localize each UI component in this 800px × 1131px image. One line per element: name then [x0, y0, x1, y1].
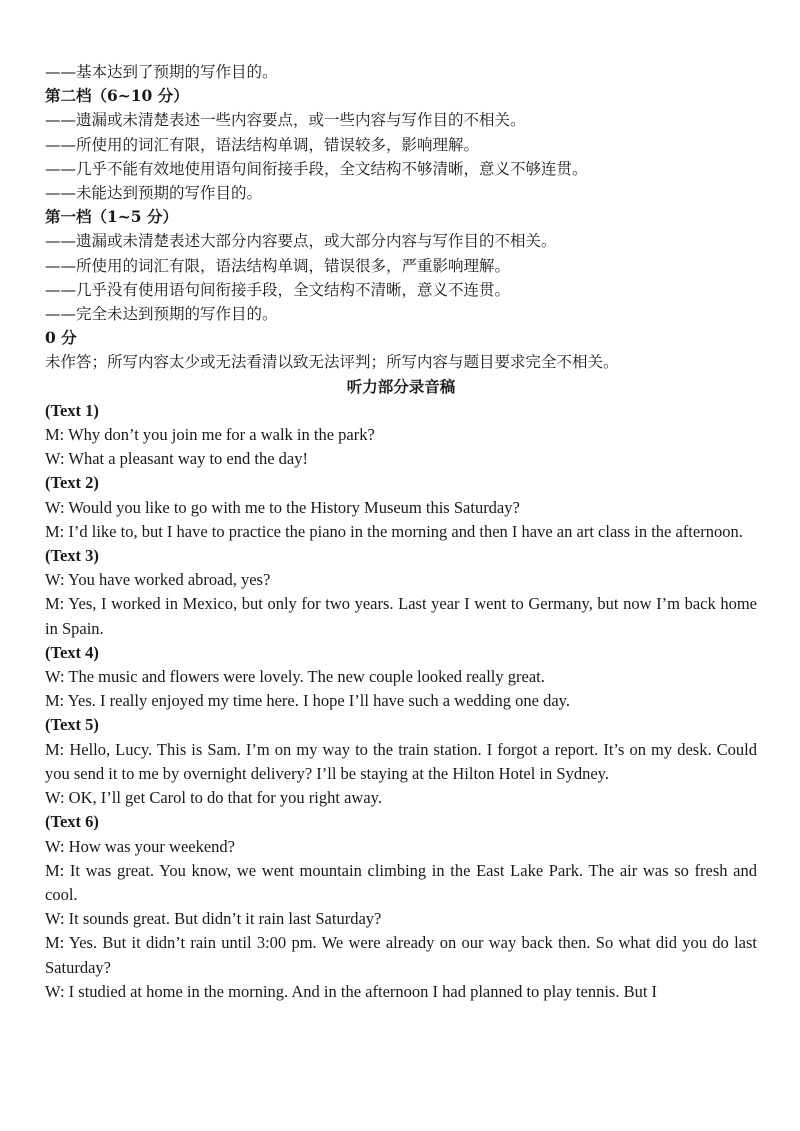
tier1-item: ——遗漏或未清楚表述大部分内容要点，或大部分内容与写作目的不相关。 [45, 232, 557, 251]
dialogue-line: W: It sounds great. But didn’t it rain last Saturday? [45, 909, 382, 929]
dialogue-line: M: Yes. I really enjoyed my time here. I hope I’ll have such a wedding one day. [45, 691, 570, 711]
dialogue-line: W: How was your weekend? [45, 836, 235, 856]
tier1-item: ——所使用的词汇有限，语法结构单调，错误很多，严重影响理解。 [45, 256, 511, 275]
dialogue-line: W: What a pleasant way to end the day! [45, 449, 308, 469]
tier2-item: ——遗漏或未清楚表述一些内容要点，或一些内容与写作目的不相关。 [45, 111, 526, 130]
text-label: (Text 3) [45, 546, 99, 566]
dialogue-line: W: OK, I’ll get Carol to do that for you right away. [45, 788, 382, 808]
tier1-item: ——几乎没有使用语句间衔接手段，全文结构不清晰，意义不连贯。 [45, 280, 511, 299]
tier2-item: ——几乎不能有效地使用语句间衔接手段，全文结构不够清晰，意义不够连贯。 [45, 159, 588, 178]
tier1-heading: 第一档（1~5 分） [45, 207, 178, 227]
text-label: (Text 1) [45, 400, 99, 420]
dialogue-line: W: You have worked abroad, yes? [45, 570, 271, 590]
tier2-item: ——未能达到预期的写作目的。 [45, 184, 263, 203]
tier1-item: ——完全未达到预期的写作目的。 [45, 305, 278, 324]
dialogue-line: M: Yes. But it didn’t rain until 3:00 pm. We were already on our way back then. So what did you do last Saturday? [45, 933, 757, 977]
transcript-title: 听力部分录音稿 [346, 377, 456, 396]
rubric-line: ——基本达到了预期的写作目的。 [45, 63, 278, 81]
document-page [45, 60, 757, 1004]
dialogue-line: M: I’d like to, but I have to practice the piano in the morning and then I have an art class in the afternoon. [45, 521, 743, 541]
dialogue-line: M: Hello, Lucy. This is Sam. I’m on my way to the train station. I forgot a report. It’s on my desk. Could you send it to me by overnight delivery? I’ll be staying at the Hilton Hotel in Sydney. [45, 739, 757, 783]
dialogue-line: M: Why don’t you join me for a walk in the park? [45, 425, 375, 445]
text-label: (Text 4) [45, 642, 99, 662]
tier2-heading: 第二档（6~10 分） [45, 86, 189, 106]
tier2-item: ——所使用的词汇有限，语法结构单调，错误较多，影响理解。 [45, 135, 480, 154]
text-label: (Text 5) [45, 715, 99, 735]
text-label: (Text 6) [45, 812, 99, 832]
dialogue-line: W: The music and flowers were lovely. The new couple looked really great. [45, 667, 545, 687]
zero-heading: 0 分 [45, 328, 77, 348]
dialogue-line: M: Yes, I worked in Mexico, but only for two years. Last year I went to Germany, but now I’m back home in Spain. [45, 594, 757, 638]
dialogue-line: W: Would you like to go with me to the History Museum this Saturday? [45, 497, 520, 517]
text-label: (Text 2) [45, 473, 99, 493]
dialogue-line: W: I studied at home in the morning. And in the afternoon I had planned to play tennis. But I [45, 981, 658, 1001]
dialogue-line: M: It was great. You know, we went mountain climbing in the East Lake Park. The air was so fresh and cool. [45, 860, 757, 904]
zero-text: 未作答；所写内容太少或无法看清以致无法评判；所写内容与题目要求完全不相关。 [45, 353, 619, 372]
